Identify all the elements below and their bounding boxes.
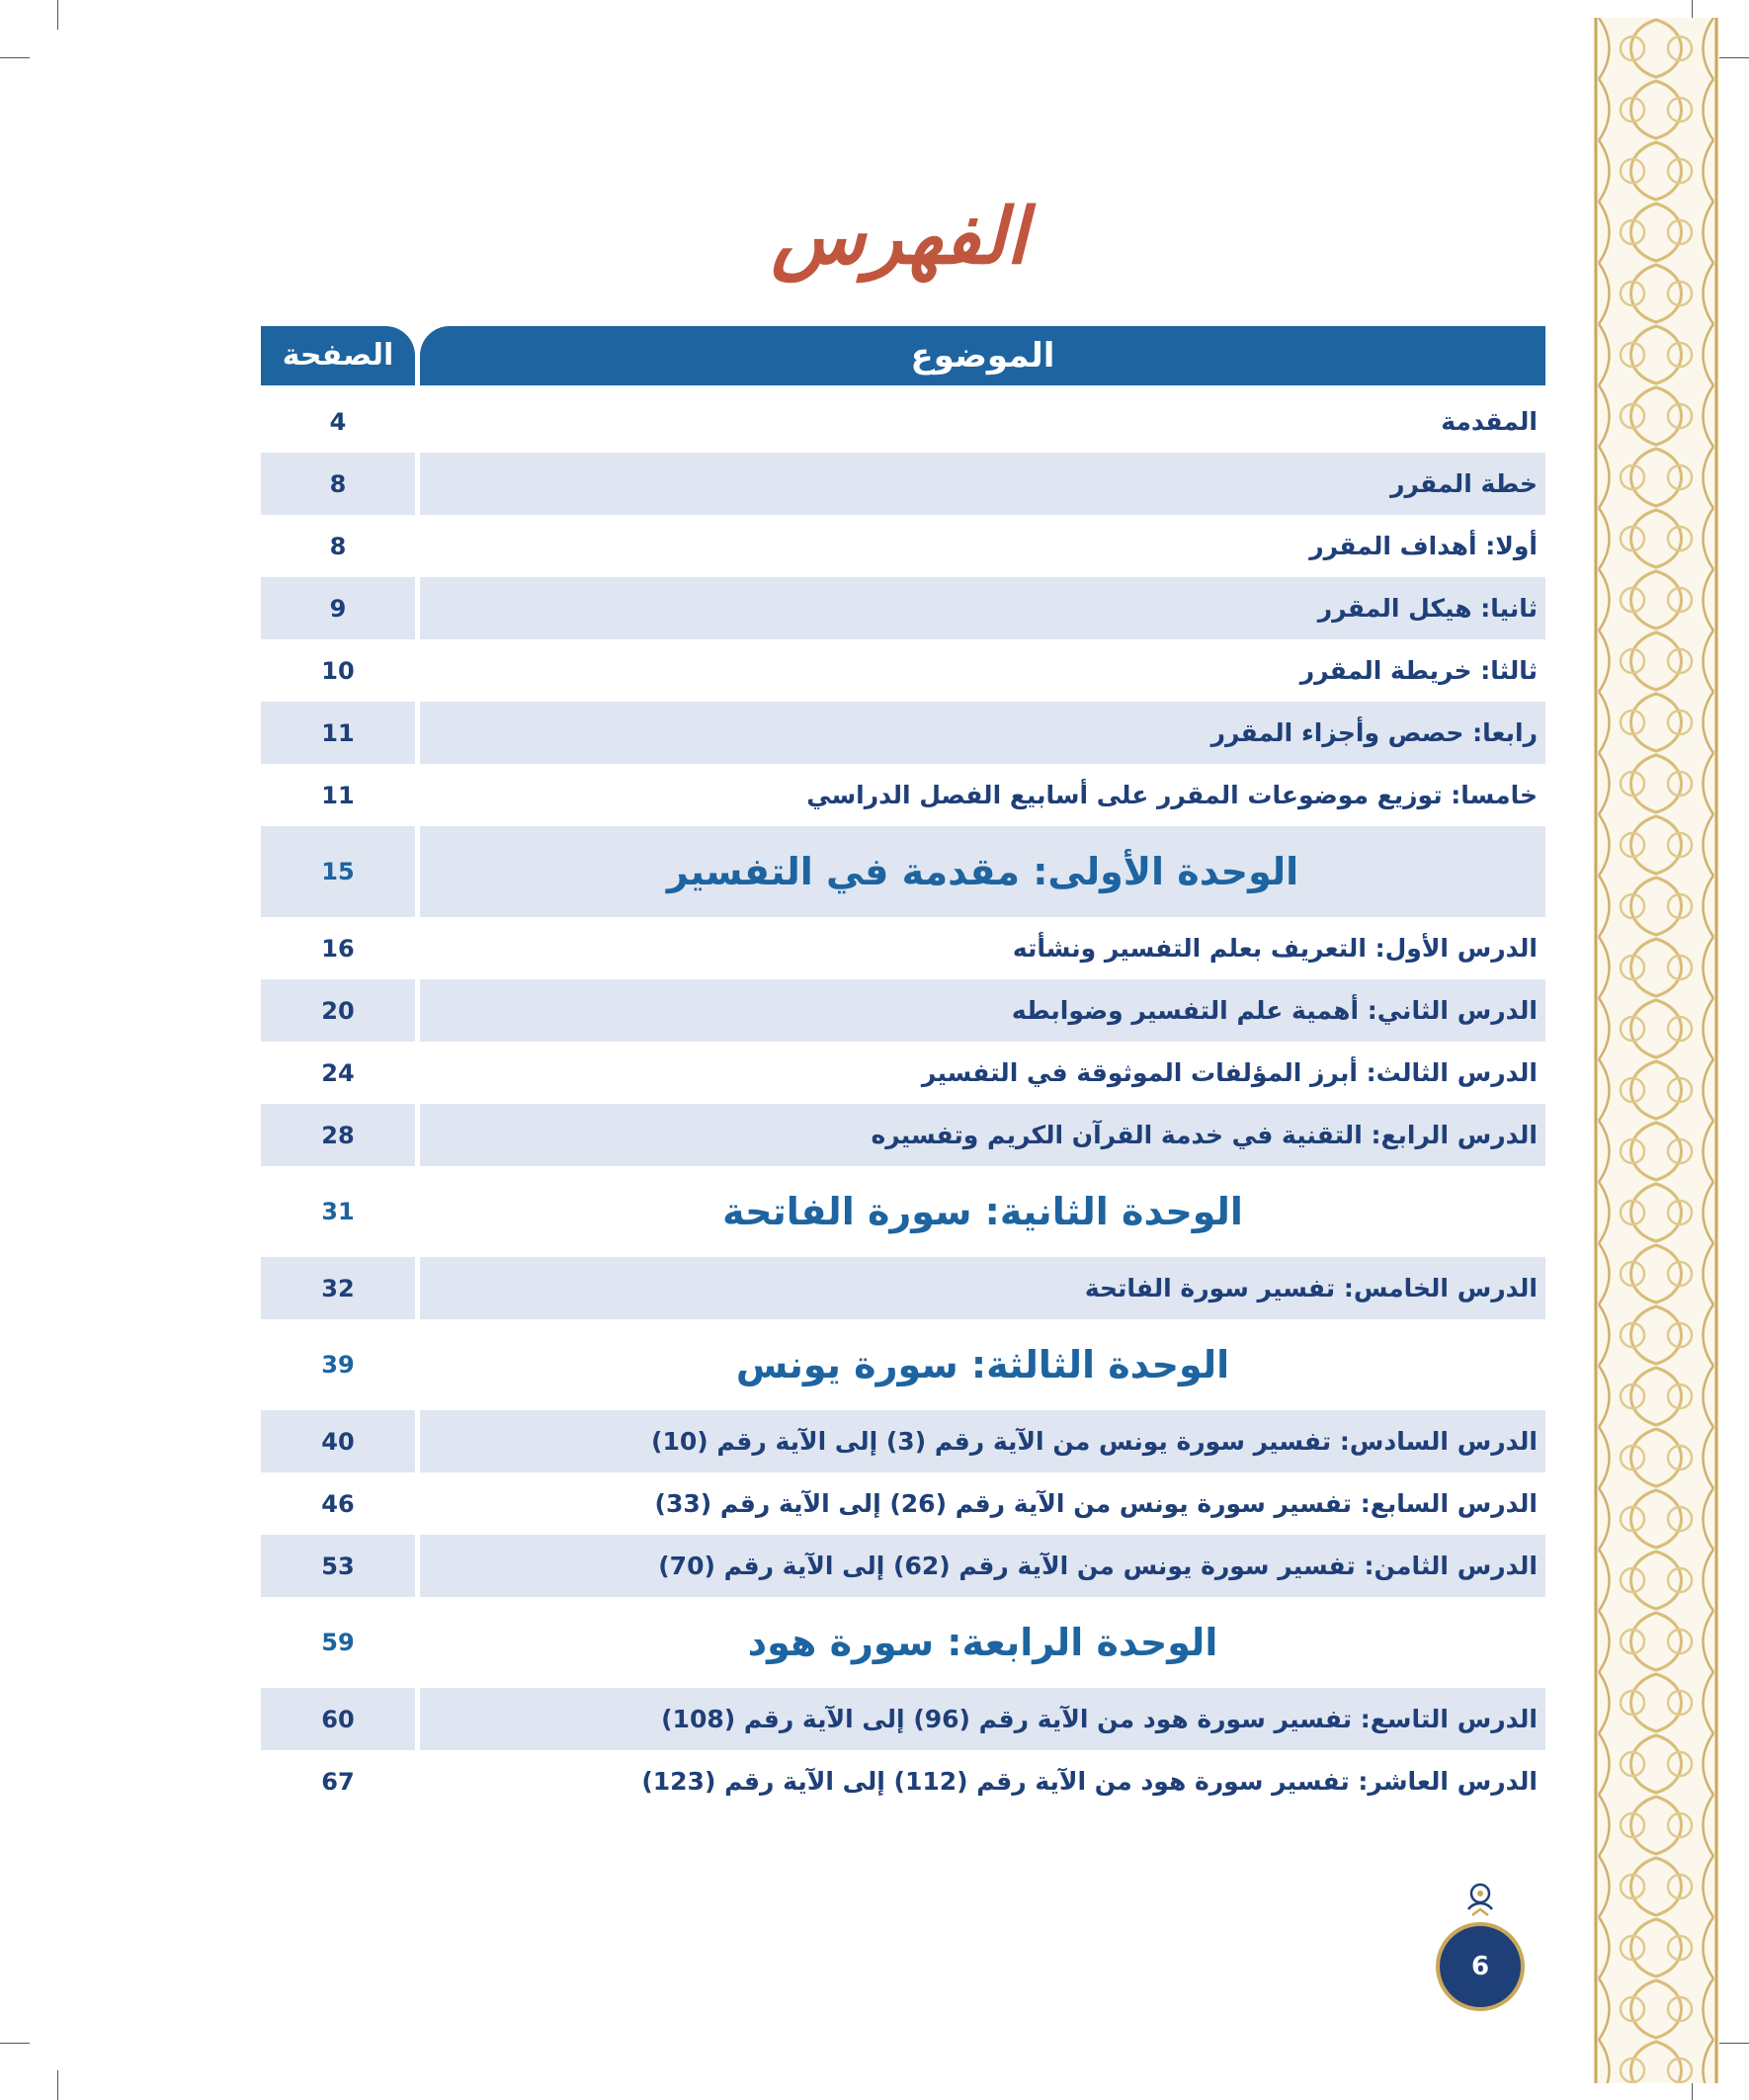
toc-row (261, 577, 1545, 639)
toc-row (261, 917, 1545, 979)
toc-row (261, 1104, 1545, 1166)
toc-topic: ثالثا: خريطة المقرر (1299, 656, 1538, 685)
toc-row (261, 453, 1545, 515)
toc-topic: الدرس السادس: تفسير سورة يونس من الآية رقم (3) إلى الآية رقم (10) (420, 1410, 1545, 1472)
toc-page-number: 59 (321, 1629, 355, 1656)
toc-topic: أولا: أهداف المقرر (1309, 532, 1538, 560)
toc-topic: الدرس الأول: التعريف بعلم التفسير ونشأته (1012, 934, 1538, 963)
toc-page-number: 8 (261, 453, 415, 515)
toc-unit-title: الوحدة الرابعة: سورة هود (747, 1621, 1218, 1664)
crop-mark (0, 2043, 30, 2044)
toc-row (261, 1535, 1545, 1597)
toc-topic: الدرس السابع: تفسير سورة يونس من الآية رقم (26) إلى الآية رقم (33) (654, 1489, 1538, 1518)
toc-row (261, 1750, 1545, 1812)
toc-page-number: 32 (261, 1257, 415, 1319)
toc-topic: الدرس الخامس: تفسير سورة الفاتحة (420, 1257, 1545, 1319)
toc-row (261, 1257, 1545, 1319)
toc-page-number: 67 (321, 1767, 355, 1796)
crop-mark (57, 2070, 58, 2100)
toc-page-number: 53 (261, 1535, 415, 1597)
toc-topic: رابعا: حصص وأجزاء المقرر (420, 702, 1545, 764)
toc-row (261, 1688, 1545, 1750)
toc-row (261, 515, 1545, 577)
toc-unit-title: الوحدة الثانية: سورة الفاتحة (722, 1190, 1243, 1233)
toc-page-number: 39 (321, 1351, 355, 1379)
toc-topic: خامسا: توزيع موضوعات المقرر على أسابيع الفصل الدراسي (806, 781, 1538, 809)
toc-row (261, 702, 1545, 764)
page-number-badge: 6 (1436, 1922, 1525, 2011)
toc-page-number: 11 (261, 702, 415, 764)
toc-page-number: 46 (321, 1489, 355, 1518)
toc-header (261, 326, 1545, 385)
toc-unit-row (261, 1597, 1545, 1688)
toc-row (261, 764, 1545, 826)
toc-page-number: 16 (321, 934, 355, 963)
toc-topic: الدرس الثالث: أبرز المؤلفات الموثوقة في التفسير (921, 1058, 1538, 1087)
toc-row (261, 979, 1545, 1042)
toc-table (261, 326, 1545, 1796)
toc-topic: الدرس الثامن: تفسير سورة يونس من الآية رقم (62) إلى الآية رقم (70) (420, 1535, 1545, 1597)
toc-unit-row (261, 826, 1545, 917)
crest-icon (1462, 1880, 1498, 1919)
toc-unit-row (261, 1319, 1545, 1410)
crop-mark (57, 0, 58, 30)
page-title: الفهرس (771, 192, 1028, 282)
toc-row (261, 1410, 1545, 1472)
toc-page-number: 10 (321, 656, 355, 685)
toc-topic: خطة المقرر (420, 453, 1545, 515)
toc-row (261, 1472, 1545, 1535)
toc-topic: ثانيا: هيكل المقرر (420, 577, 1545, 639)
toc-page-number: 15 (261, 826, 415, 917)
toc-row (261, 1042, 1545, 1104)
toc-row (261, 390, 1545, 453)
toc-topic: المقدمة (1441, 407, 1538, 436)
toc-unit-title: الوحدة الثالثة: سورة يونس (735, 1343, 1230, 1386)
topic-column-header: الموضوع (420, 326, 1545, 385)
page-column-header: الصفحة (261, 326, 415, 385)
toc-page-number: 11 (321, 781, 355, 809)
toc-rows (261, 390, 1545, 1812)
crop-mark (0, 57, 30, 58)
toc-page-number: 60 (261, 1688, 415, 1750)
toc-unit-row (261, 1166, 1545, 1257)
toc-page-number: 28 (261, 1104, 415, 1166)
crop-mark (1719, 2043, 1749, 2044)
toc-page-number: 4 (329, 407, 347, 436)
toc-unit-title: الوحدة الأولى: مقدمة في التفسير (420, 826, 1545, 917)
toc-row (261, 639, 1545, 702)
crop-mark (1719, 57, 1749, 58)
toc-page-number: 8 (329, 532, 347, 560)
toc-page-number: 20 (261, 979, 415, 1042)
toc-topic: الدرس الثاني: أهمية علم التفسير وضوابطه (420, 979, 1545, 1042)
toc-page-number: 31 (321, 1198, 355, 1225)
toc-topic: الدرس الرابع: التقنية في خدمة القرآن الكريم وتفسيره (420, 1104, 1545, 1166)
ornament-border (1593, 18, 1719, 2083)
toc-page-number: 9 (261, 577, 415, 639)
toc-page-number: 24 (321, 1058, 355, 1087)
toc-page-number: 40 (261, 1410, 415, 1472)
toc-topic: الدرس العاشر: تفسير سورة هود من الآية رقم (112) إلى الآية رقم (123) (641, 1767, 1538, 1796)
toc-topic: الدرس التاسع: تفسير سورة هود من الآية رقم (96) إلى الآية رقم (108) (420, 1688, 1545, 1750)
